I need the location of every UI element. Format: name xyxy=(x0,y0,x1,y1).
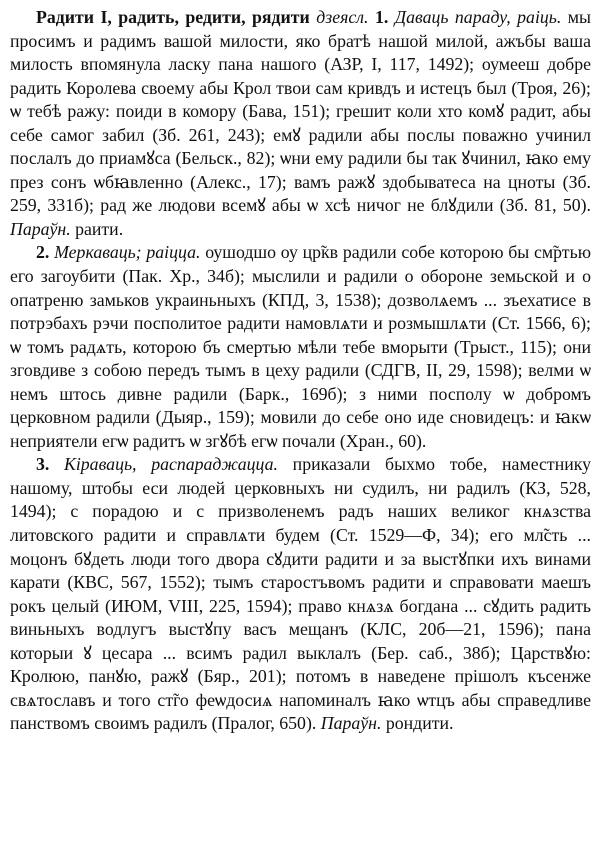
text-run: 1. xyxy=(374,7,389,27)
text-run: оушодшо оу цр̃кв радили собе которою бы см̃ртью его загоубити (Пак. Хр., 34б); мыслили и радили о обороне земьской и о опатреню замьков украиньныхъ (КПД, 3, 1538); дозволѧемъ ... зъехатисе в потрэбахъ рэчи посполитое радити намовлѧти и розмышлѧти (Ст. 1566, 6); ѡ томъ радѧть, которою бъ смертью мѣли тебе вморыти (Трыст., 115); они зговдиве з собою передъ тымъ в цеху радили (СДГВ, II, 29, 1598); велми ѡ немъ штось дивне радили (Барк., 169б); з ними посполу ѡ добромъ церковном радили (Дыяр., 159); мовили до себе оно иде сновидецъ: и ꙗкѡ неприятели егѡ радитъ ѡ згꙋбѣ егѡ почали (Хран., 60). xyxy=(10,242,591,451)
entry-sense-3 xyxy=(10,453,591,736)
text-run: 2. xyxy=(36,242,50,263)
text-run: раити. xyxy=(70,218,124,239)
text-run: дзеясл. xyxy=(316,7,369,27)
text-run: Даваць параду, раіць. xyxy=(394,7,562,27)
text-run: Радити I, радить, редити, рядити xyxy=(36,7,310,27)
text-run: 3. xyxy=(36,454,50,475)
text-run xyxy=(49,454,64,474)
text-run: Меркаваць; раіцца. xyxy=(54,242,201,263)
text-run: Параўн. xyxy=(10,218,71,239)
text-run: Кіраваць, распараджацца. xyxy=(64,454,278,475)
entry-sense-1 xyxy=(10,6,591,241)
text-run: приказали быхмо тобе, наместнику нашому, штобы еси людей церковныхъ ни судилъ, ни радилъ (КЗ, 528, 1494); с порадою и с призволенемъ радъ наших великог кнѧзства литовского радити и справлѧти будем (Ст. 1529—Ф, 34); его мл̃сть ... моцонъ бꙋдеть люди того двора сꙋдити радити и за выстꙋпки ихъ винами карати (КВС, 567, 1552); тымъ старостъвомъ радити и справовати маешъ рокъ целый (ИЮМ, VIII, 225, 1594); право кнѧзѧ богдана ... сꙋдить радить виньныхъ водлугъ выстꙋпу васъ мещанъ (КЛС, 20б—21, 1596); пана которыи ꙋ цесара ... всимъ радил выклалъ (Бер. саб., 38б); Царствꙋю: Кролюю, панꙋю, ражꙋ (Бяр., 201); потомъ в наведене прішолъ късенже свѧтославъ и того ст̃го феѡдосиѧ напоминалъ ꙗко ѡтцъ абы справедливе панствомъ своимъ радилъ (Пралог, 650). xyxy=(10,454,591,734)
text-run: рондити. xyxy=(381,713,454,734)
text-run: Параўн. xyxy=(320,713,382,734)
entry-sense-2 xyxy=(10,241,591,453)
text-run: мы просимъ и радимъ вашой милости, яко братѣ нашой милой, ажъбы ваша милость впомянула ласку пана нашого (АЗР, I, 117, 1492); оумееш добре радить Королева своему абы Крол твои сам кривдъ и истецъ был (Троя, 26); ѡ тебѣ ражу: поиди в комору (Бава, 151); грешит коли хто комꙋ радит, абы себе самог забил (Зб. 261, 243); емꙋ радили абы послы поважно учинил послалъ до приамꙋса (Бельск., 82); ѡни ему радили бы так ꙋчинил, ꙗко ему през сонъ ѡбꙗвленно (Алекс., 17); вамъ ражꙋ здобыватеса на цноты (Зб. 259, 331б); рад же людови всемꙋ абы ѡ хсѣ ничог не блꙋдили (Зб. 81, 50). xyxy=(10,7,591,216)
